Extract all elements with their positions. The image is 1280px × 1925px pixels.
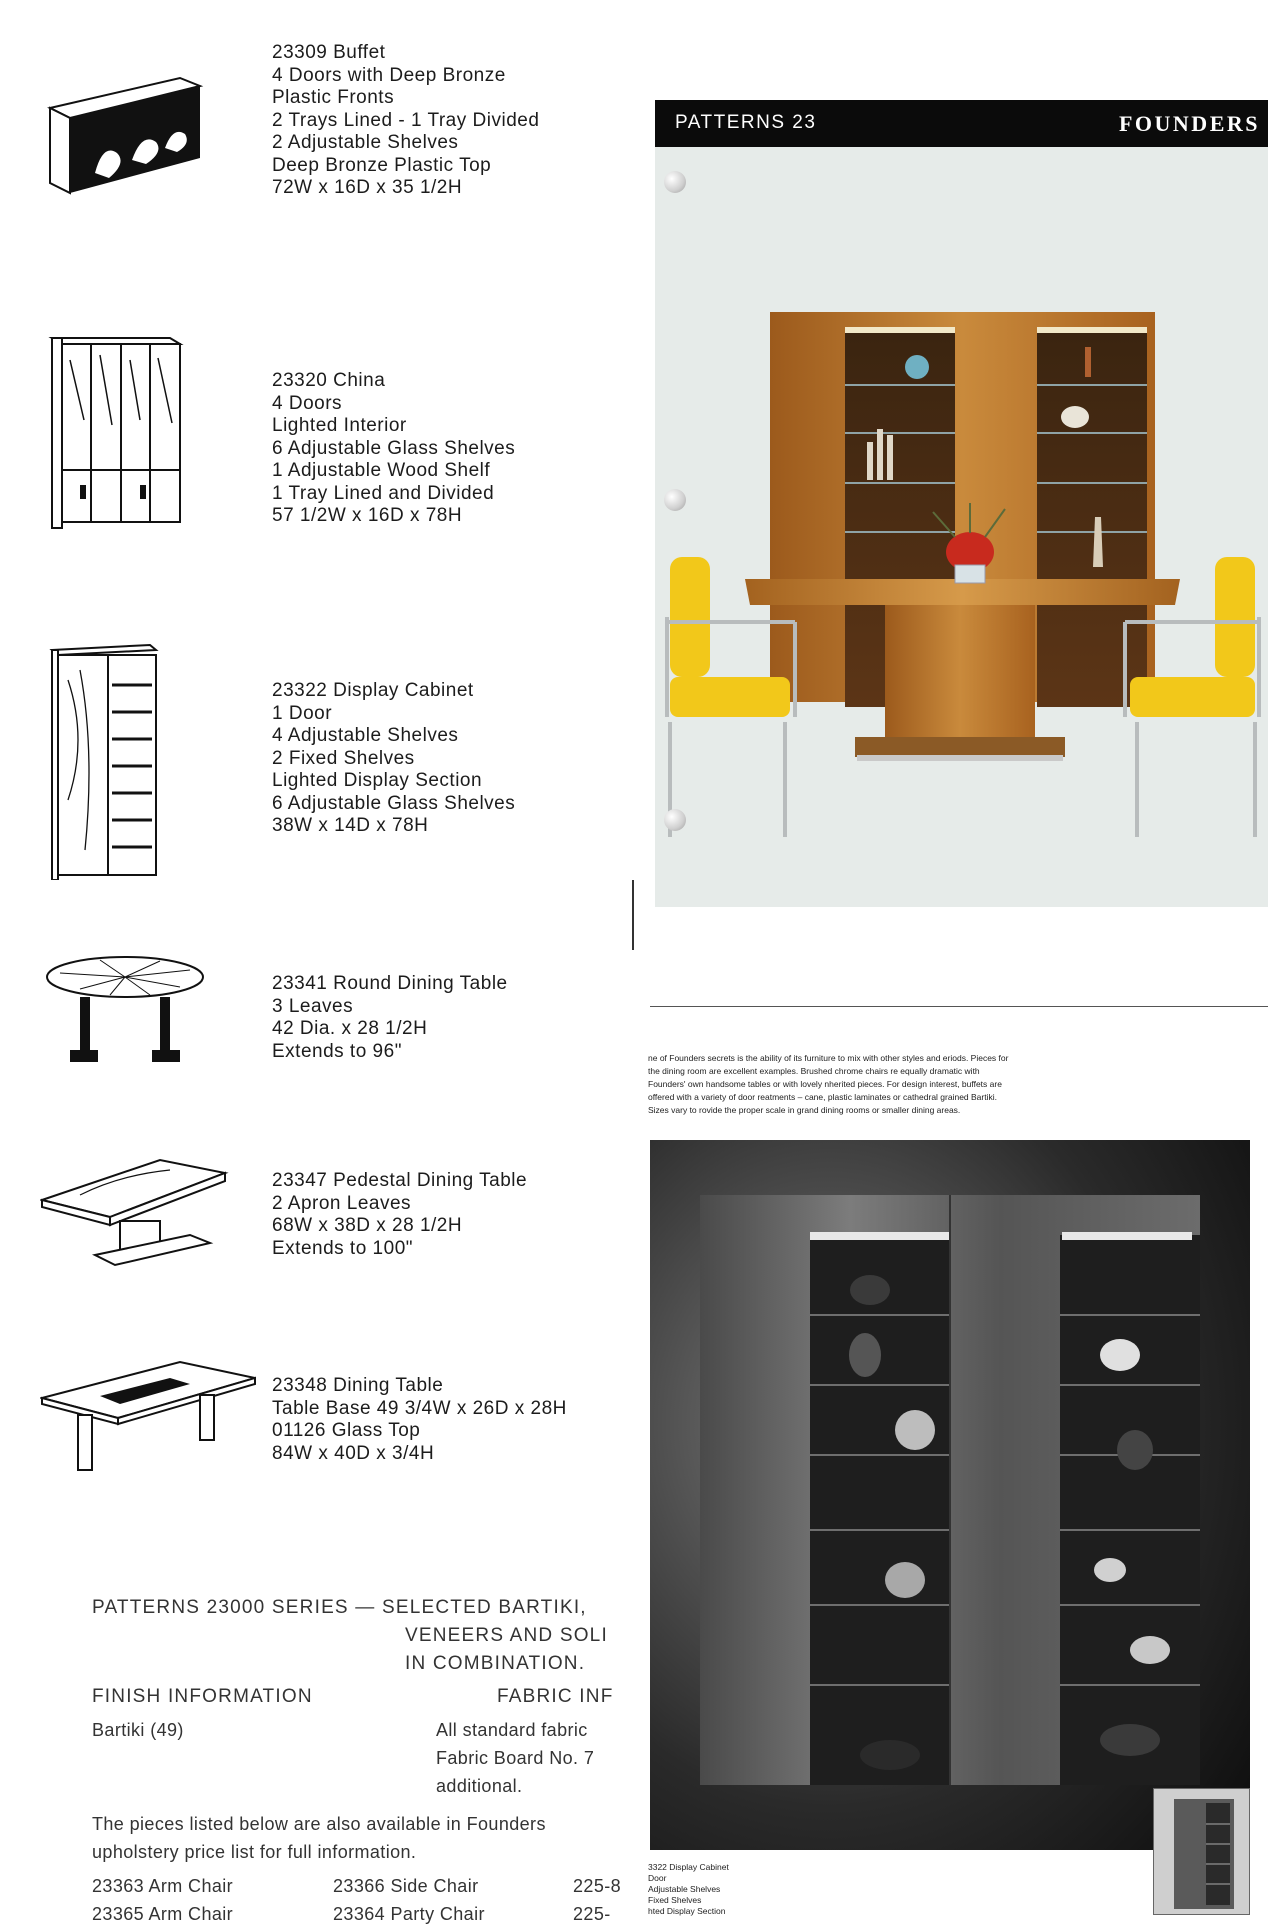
brochure-series: PATTERNS 23 — [675, 112, 817, 133]
page-edge-mark — [632, 880, 634, 950]
spec-round-dining-table: 23341 Round Dining Table 3 Leaves 42 Dia. x 28 1/2H Extends to 96" — [272, 973, 508, 1062]
spec-display-cabinet: 23322 Display Cabinet 1 Door 4 Adjustable Shelves 2 Fixed Shelves Lighted Display Section 6 Adjustable Glass Shelves 38W x 14D x 78H — [272, 680, 516, 836]
dining-room-blurb: ne of Founders secrets is the ability of its furniture to mix with other styles and eriods. Pieces for the dining room are excellent examples. Brushed chrome chairs re equally dramatic with Founders' own handsome tables or with lovely nherited pieces. For design interest, buffets are offered with a variety of door reatments – cane, plastic laminates or cathedral grained Bartiki. Sizes vary to rovide the proper scale in grand dining rooms or smaller dining areas. — [648, 1053, 1009, 1115]
brand-name: FOUNDERS — [1118, 111, 1260, 136]
note-line-2: upholstery price list for full information. — [92, 1842, 417, 1862]
binder-hole-3 — [664, 809, 686, 831]
brochure-header — [655, 100, 1268, 147]
china-cabinet-sketch — [40, 330, 200, 530]
fabric-line-3: additional. — [436, 1776, 523, 1796]
series-line-2: VENEERS AND SOLI — [405, 1625, 608, 1646]
spec-glass-dining-table: 23348 Dining Table Table Base 49 3/4W x 26D x 28H 01126 Glass Top 84W x 40D x 3/4H — [272, 1375, 567, 1464]
chair-row-1-b: 23366 Side Chair — [333, 1876, 479, 1896]
fabric-line-2: Fabric Board No. 7 — [436, 1748, 595, 1768]
note-line-1: The pieces listed below are also available in Founders — [92, 1814, 546, 1834]
display-cabinet-caption: 3322 Display Cabinet Door Adjustable Shelves Fixed Shelves hted Display Section — [648, 1862, 729, 1916]
series-line-3: IN COMBINATION. — [405, 1653, 586, 1674]
fabric-line-1: All standard fabric — [436, 1720, 588, 1740]
chair-row-2-b: 23364 Party Chair — [333, 1904, 485, 1924]
section-divider — [650, 1006, 1268, 1007]
display-cabinet-photo — [650, 1140, 1250, 1850]
chair-row-2-c: 225- — [573, 1904, 611, 1924]
binder-hole-2 — [664, 489, 686, 511]
finish-heading: FINISH INFORMATION — [92, 1686, 313, 1707]
fabric-heading: FABRIC INF — [497, 1686, 614, 1707]
chair-row-2-a: 23365 Arm Chair — [92, 1904, 234, 1924]
binder-hole-1 — [664, 171, 686, 193]
series-line-1: PATTERNS 23000 SERIES — SELECTED BARTIKI, — [92, 1597, 587, 1618]
buffet-sketch — [40, 68, 210, 198]
spec-china: 23320 China 4 Doors Lighted Interior 6 Adjustable Glass Shelves 1 Adjustable Wood Shelf 1 Tray Lined and Divided 57 1/2W x 16D x 78H — [272, 370, 516, 526]
spec-pedestal-dining-table: 23347 Pedestal Dining Table 2 Apron Leaves 68W x 38D x 28 1/2H Extends to 100" — [272, 1170, 528, 1259]
pedestal-dining-table-sketch — [40, 1155, 230, 1270]
finish-value: Bartiki (49) — [92, 1720, 184, 1740]
chair-row-1-a: 23363 Arm Chair — [92, 1876, 234, 1896]
display-cabinet-sketch — [40, 640, 170, 880]
spec-buffet: 23309 Buffet 4 Doors with Deep Bronze Plastic Fronts 2 Trays Lined - 1 Tray Divided 2 Adjustable Shelves Deep Bronze Plastic Top 72W x 16D x 35 1/2H — [272, 42, 540, 198]
dining-room-photo — [655, 147, 1268, 907]
round-dining-table-sketch — [40, 955, 210, 1070]
chair-row-1-c: 225-8 — [573, 1876, 622, 1896]
cabinet-thumbnail — [1153, 1788, 1250, 1915]
glass-dining-table-sketch — [40, 1360, 260, 1475]
